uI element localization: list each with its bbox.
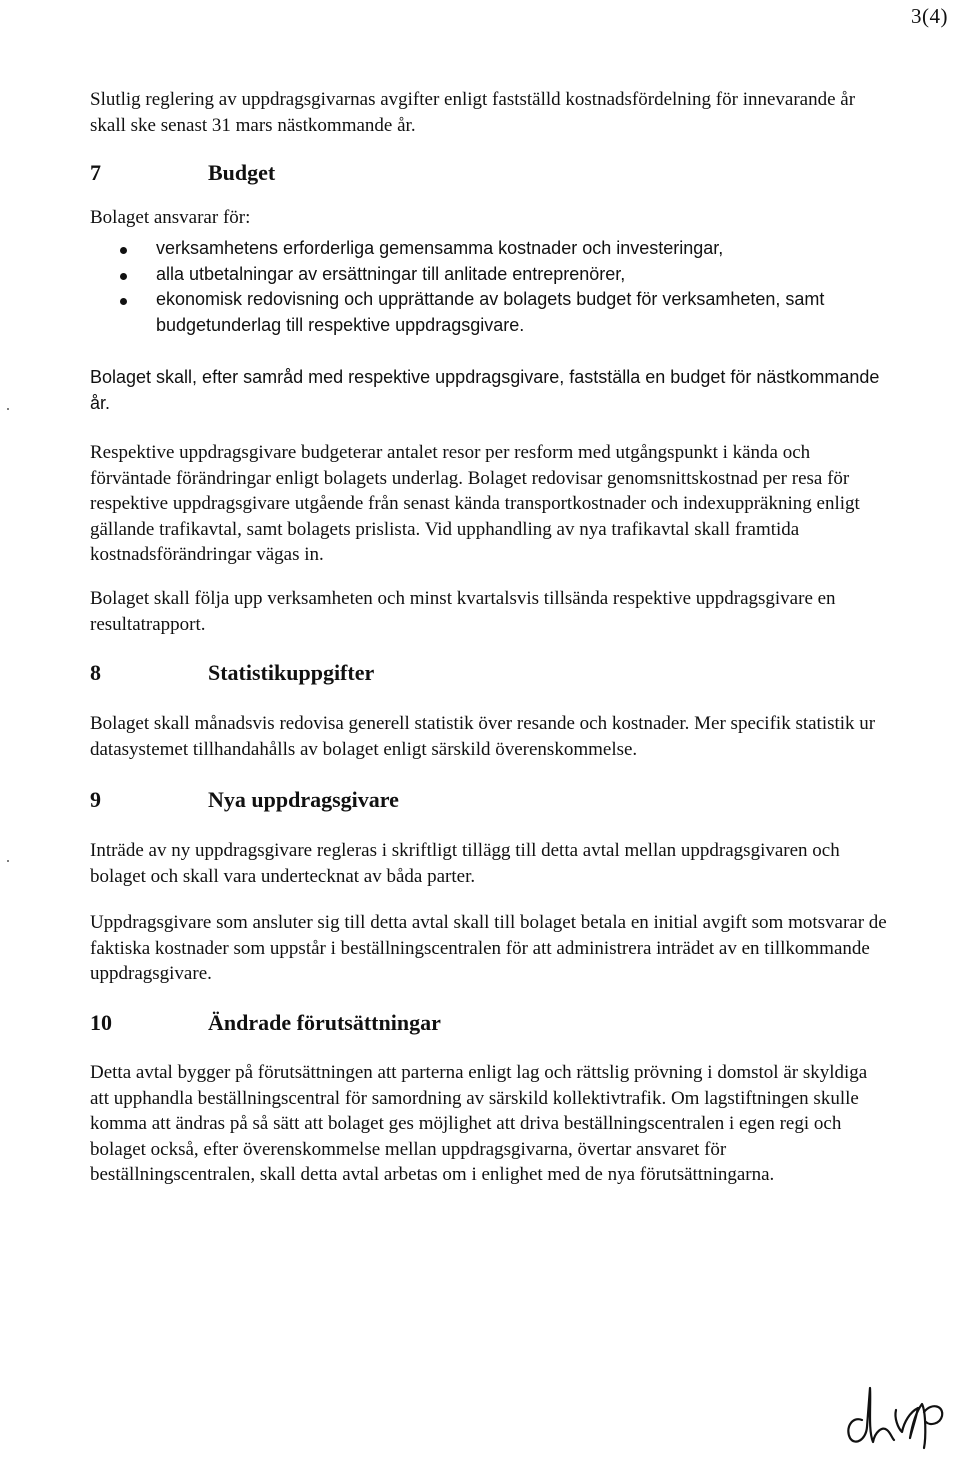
scan-speck <box>7 408 9 410</box>
section-7-lead: Bolaget ansvarar för: <box>90 207 251 228</box>
section-number: 9 <box>90 787 101 812</box>
bullet-icon <box>120 247 127 254</box>
list-item: ekonomisk redovisning och upprättande av bolagets budget för verksamheten, samt budgetunderlag till respektive uppdragsgivare. <box>120 287 900 338</box>
section-title: Statistikuppgifter <box>208 660 375 685</box>
section-10-paragraph: Detta avtal bygger på förutsättningen att parterna enligt lag och rättslig prövning i domstol är skyldiga att upphandla beställningscentral för samordning av särskild kollektivtrafik. Om lagstiftningen skulle komma att ändras på så sätt att bolaget ges möjlighet att driva beställningscentralen i egen regi och bolaget också, efter överenskommelse mellan uppdragsgivarna, övertar ansvaret för beställningscentralen, skall detta avtal arbetas om i enlighet med de nya förutsättningarna. <box>90 1062 868 1185</box>
section-title: Nya uppdragsgivare <box>208 787 399 812</box>
section-9-paragraph: Inträde av ny uppdragsgivare regleras i skriftligt tillägg till detta avtal mellan uppdragsgivaren och bolaget och skall vara undertecknat av båda parter. <box>90 840 840 887</box>
section-8-paragraph: Bolaget skall månadsvis redovisa generell statistik över resande och kostnader. Mer specifik statistik ur datasystemet tillhandahålls av bolaget enligt särskild överenskommelse. <box>90 713 876 760</box>
handwritten-initials-signature <box>840 1382 950 1452</box>
section-7-paragraph: Bolaget skall, efter samråd med respektive uppdragsgivare, fastställa en budget för nästkommande år. <box>90 367 880 413</box>
section-10-heading <box>90 1010 441 1036</box>
section-7-heading <box>90 160 275 186</box>
section-number: 7 <box>90 160 101 185</box>
list-item: alla utbetalningar av ersättningar till anlitade entreprenörer, <box>120 262 900 288</box>
section-9-paragraph: Uppdragsgivare som ansluter sig till detta avtal skall till bolaget betala en initial avgift som motsvarar de faktiska kostnader som uppstår i beställningscentralen för att administrera inträdet av en tillkommande uppdragsgivare. <box>90 912 887 984</box>
bullet-icon <box>120 273 127 280</box>
section-7-paragraph: Bolaget skall följa upp verksamheten och minst kvartalsvis tillsända respektive uppdragsgivare en resultatrapport. <box>90 588 836 635</box>
bullet-icon <box>120 298 127 305</box>
section-8-heading <box>90 660 374 686</box>
section-9-heading <box>90 787 399 813</box>
list-item: verksamhetens erforderliga gemensamma kostnader och investeringar, <box>120 236 900 262</box>
page-number: 3(4) <box>911 4 948 28</box>
scan-speck <box>7 860 9 862</box>
section-number: 10 <box>90 1010 112 1035</box>
section-7-paragraph: Respektive uppdragsgivare budgeterar antalet resor per resform med utgångspunkt i kända och förväntade förändringar enligt bolagets underlag. Bolaget redovisar genomsnittskostnad per resa för respektive uppdragsgivare utgående från senast kända transportkostnader och indexuppräkning enligt gällande trafikavtal, samt bolagets prislista. Vid upphandling av nya trafikavtal skall framtida kostnadsförändringar vägas in. <box>90 442 860 565</box>
section-title: Ändrade förutsättningar <box>208 1010 441 1035</box>
intro-paragraph: Slutlig reglering av uppdragsgivarnas avgifter enligt fastställd kostnadsfördelning för innevarande år skall ske senast 31 mars nästkommande år. <box>90 89 856 136</box>
section-title: Budget <box>208 160 276 185</box>
responsibility-list <box>120 236 900 338</box>
section-number: 8 <box>90 660 101 685</box>
